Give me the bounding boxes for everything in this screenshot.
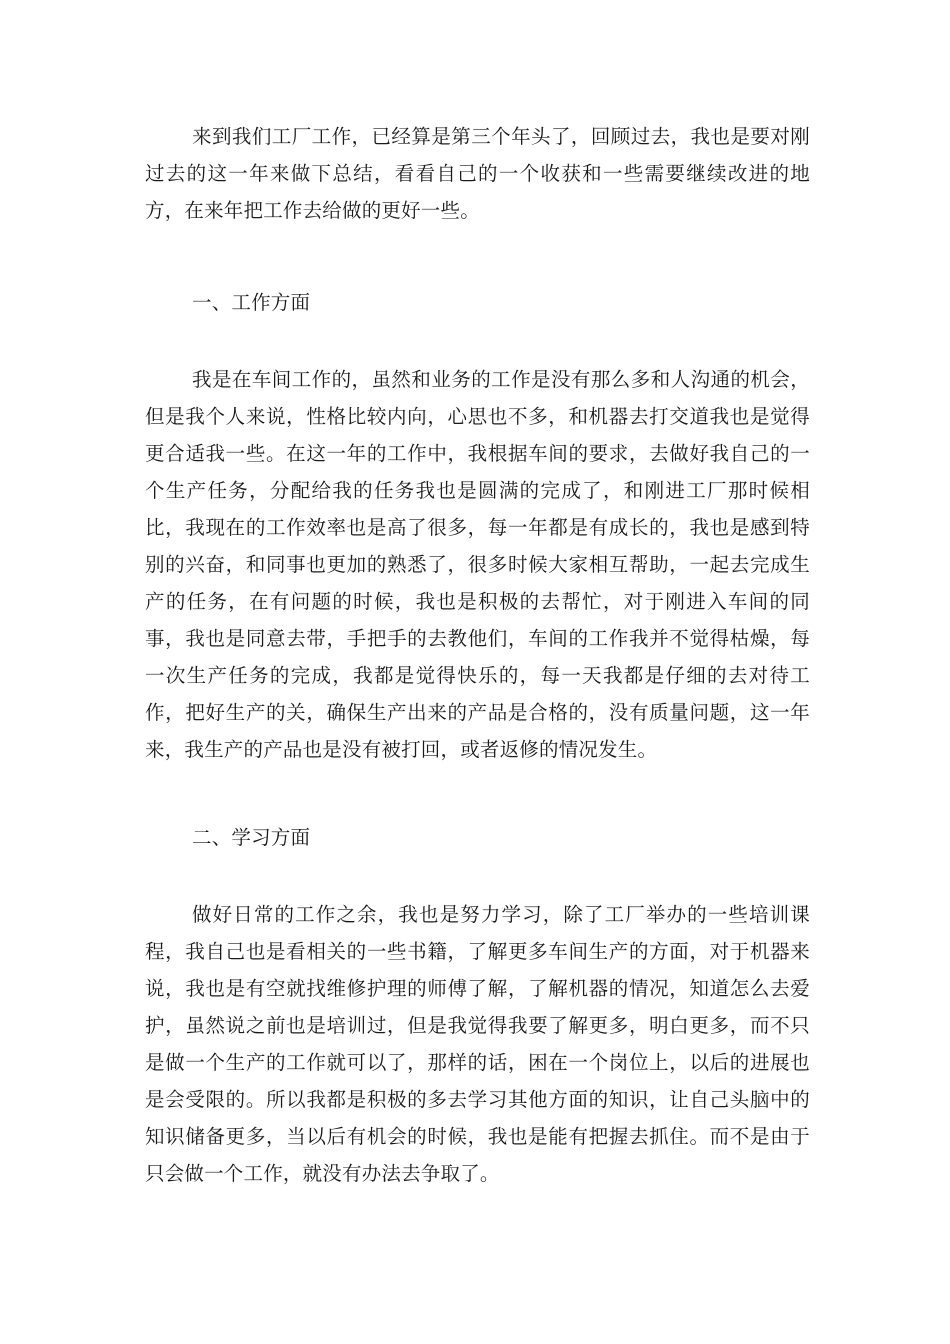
study-paragraph: 做好日常的工作之余，我也是努力学习，除了工厂举办的一些培训课程，我自己也是看相关的一些书籍，了解更多车间生产的方面，对于机器来说，我也是有空就找维修护理的师傅了解，了解机器的情况，知道怎么去爱护，虽然说之前也是培训过，但是我觉得我要了解更多，明白更多，而不只是做一个生产的工作就可以了，那样的话，困在一个岗位上，以后的进展也是会受限的。所以我都是积极的多去学习其他方面的知识，让自己头脑中的知识储备更多，当以后有机会的时候，我也是能有把握去抓住。而不是由于只会做一个工作，就没有办法去争取了。 xyxy=(145,903,810,1185)
document-page xyxy=(145,118,810,1192)
spacer xyxy=(145,321,810,361)
section-heading-work: 一、工作方面 xyxy=(192,291,311,314)
spacer xyxy=(145,768,810,819)
intro-paragraph: 来到我们工厂工作，已经算是第三个年头了，回顾过去，我也是要对刚过去的这一年来做下总结，看看自己的一个收获和一些需要继续改进的地方，在来年把工作去给做的更好一些。 xyxy=(145,125,810,222)
spacer xyxy=(145,229,810,284)
section-heading-study: 二、学习方面 xyxy=(192,826,311,849)
spacer xyxy=(145,856,810,896)
work-paragraph: 我是在车间工作的，虽然和业务的工作是没有那么多和人沟通的机会，但是我个人来说，性格比较内向，心思也不多，和机器去打交道我也是觉得更合适我一些。在这一年的工作中，我根据车间的要求，去做好我自己的一个生产任务，分配给我的任务我也是圆满的完成了，和刚进工厂那时候相比，我现在的工作效率也是高了很多，每一年都是有成长的，我也是感到特别的兴奋，和同事也更加的熟悉了，很多时候大家相互帮助，一起去完成生产的任务，在有问题的时候，我也是积极的去帮忙，对于刚进入车间的同事，我也是同意去带，手把手的去教他们，车间的工作我并不觉得枯燥，每一次生产任务的完成，我都是觉得快乐的，每一天我都是仔细的去对待工作，把好生产的关，确保生产出来的产品是合格的，没有质量问题，这一年来，我生产的产品也是没有被打回，或者返修的情况发生。 xyxy=(145,368,810,761)
